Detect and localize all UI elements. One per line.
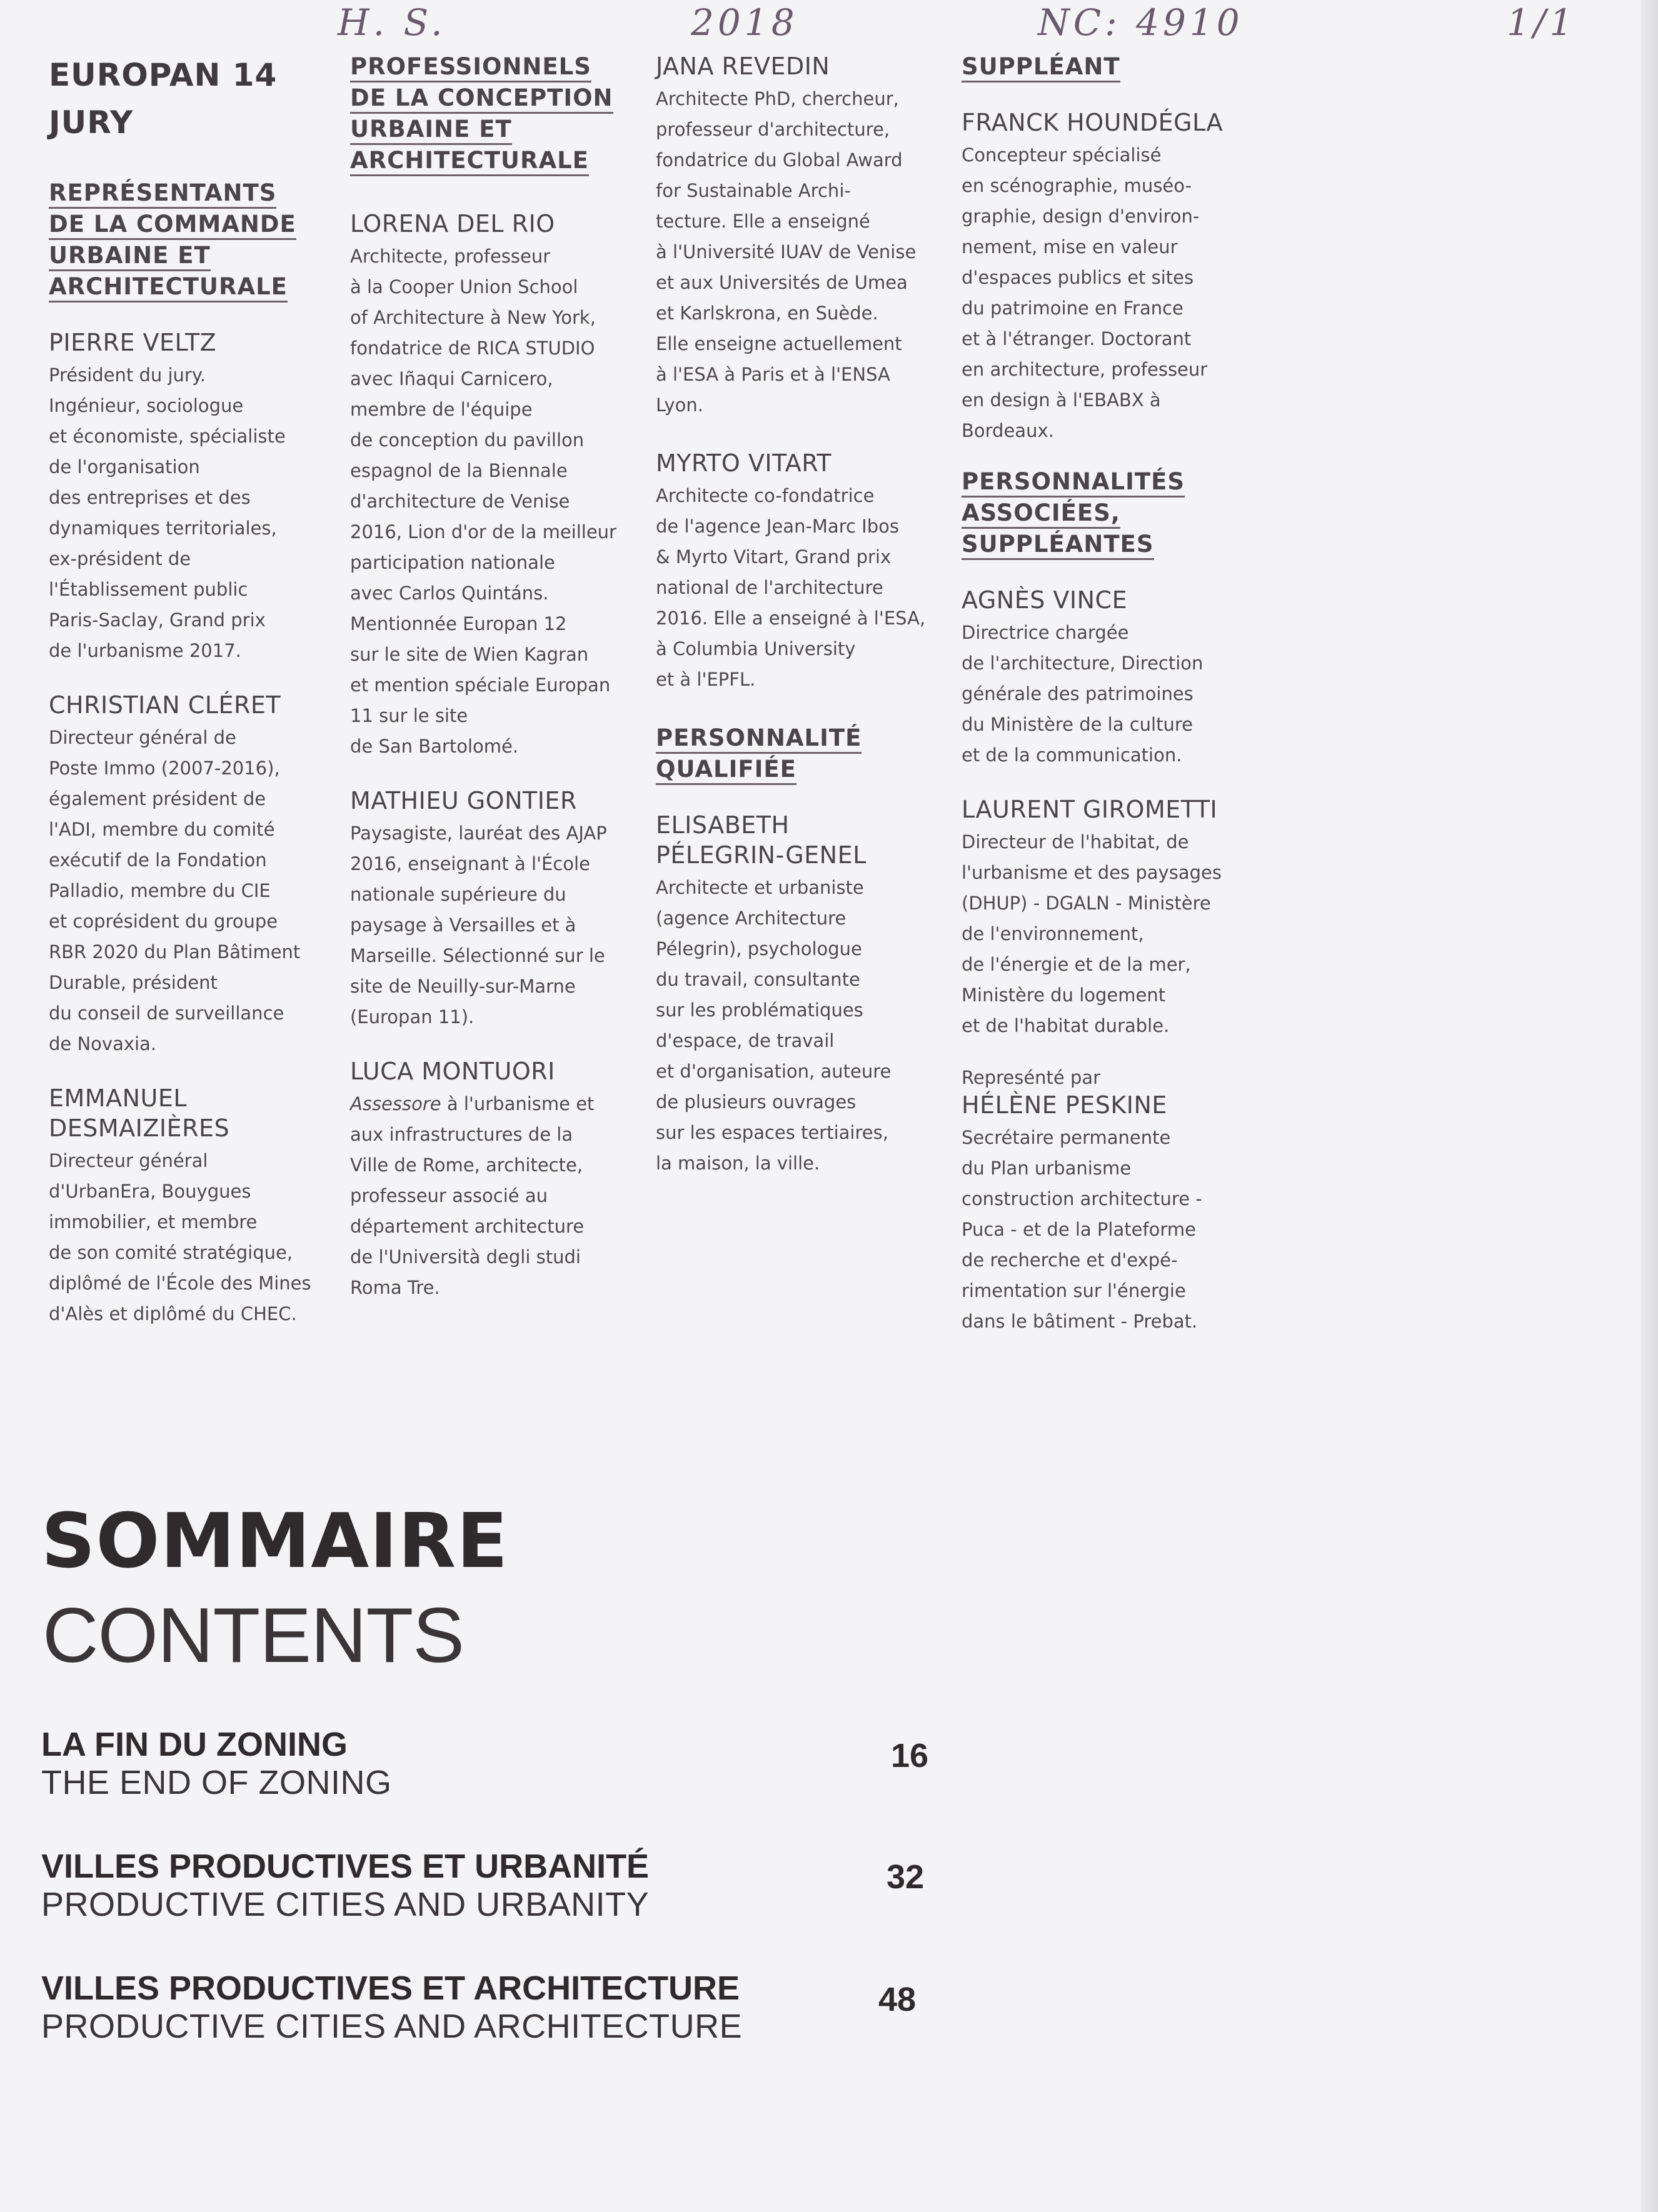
toc-item[interactable] xyxy=(41,1725,392,1801)
heading-line: ARCHITECTURALE xyxy=(350,147,589,176)
heading-line: URBAINE ET xyxy=(49,242,211,271)
heading-line: PROFESSIONNELS xyxy=(350,53,591,83)
jury-column-4 xyxy=(962,51,1255,1361)
member-name: EMMANUEL DESMAIZIÈRES xyxy=(49,1084,230,1142)
heading-line: URBAINE ET xyxy=(350,116,512,145)
heading-line: REPRÉSENTANTS xyxy=(49,179,276,209)
jury-column-2 xyxy=(350,51,644,1327)
heading-line: ARCHITECTURALE xyxy=(49,273,288,303)
section-heading-associees xyxy=(962,466,1255,560)
member-name: CHRISTIAN CLÉRET xyxy=(49,691,281,719)
section-heading-suppleant xyxy=(962,51,1255,83)
jury-member xyxy=(656,448,950,695)
member-bio: Directeur général d'UrbanEra, Bouygues immobilier, et membre de son comité stratégique, diplômé de l'École des Mines d'Alès et diplômé du CHEC. xyxy=(49,1150,311,1324)
jury-member xyxy=(350,786,644,1033)
member-name: JANA REVEDIN xyxy=(656,53,830,80)
heading-line: SUPPLÉANTES xyxy=(962,531,1154,560)
member-bio: Concepteur spécialisé en scénographie, muséo- graphie, design d'environ- nement, mise en valeur d'espaces publics et sites du patrimoine en France et à l'étranger. Doctorant en architecture, professeur en design à l'EBABX à Bordeaux. xyxy=(962,144,1208,441)
jury-member xyxy=(350,1056,644,1303)
section-heading-representants xyxy=(49,178,343,303)
jury-member xyxy=(49,328,343,666)
heading-line: DE LA CONCEPTION xyxy=(350,84,613,114)
member-bio: Directeur général de Poste Immo (2007-2016), également président de l'ADI, membre du comité exécutif de la Fondation Palladio, membre du CIE et coprésident du groupe RBR 2020 du Plan Bâtiment Durable, président du conseil de surveillance de Novaxia. xyxy=(49,727,301,1054)
member-name: ELISABETH PÉLEGRIN-GENEL xyxy=(656,811,867,869)
member-bio-emphasis: Assessore xyxy=(350,1093,441,1114)
section-heading-qualifiee xyxy=(656,723,950,785)
jury-title-line2: JURY xyxy=(49,104,134,141)
member-name: FRANCK HOUNDÉGLA xyxy=(962,109,1223,136)
heading-line: QUALIFIÉE xyxy=(656,756,796,785)
represented-by-label: Represénté par xyxy=(962,1067,1101,1088)
member-bio: Architecte co-fondatrice de l'agence Jean-Marc Ibos & Myrto Vitart, Grand prix national de l'architecture 2016. Elle a enseigné à l'ESA, à Columbia University et à l'EPFL. xyxy=(656,485,926,690)
jury-column-1 xyxy=(49,51,343,1353)
jury-member xyxy=(962,1065,1255,1337)
jury-member xyxy=(49,1083,343,1329)
jury-member xyxy=(49,690,343,1059)
toc-title-en: PRODUCTIVE CITIES AND URBANITY xyxy=(41,1886,650,1923)
heading-line: PERSONNALITÉS xyxy=(962,468,1185,498)
toc-title-en: PRODUCTIVE CITIES AND ARCHITECTURE xyxy=(41,2008,743,2045)
member-name: LUCA MONTUORI xyxy=(350,1058,555,1085)
heading-line: SUPPLÉANT xyxy=(962,53,1120,83)
member-name: AGNÈS VINCE xyxy=(962,586,1128,614)
toc-page-number: 16 xyxy=(891,1737,929,1774)
member-bio: Architecte PhD, chercheur, professeur d'architecture, fondatrice du Global Award for Sustainable Archi- tecture. Elle a enseigné à l'Université IUAV de Venise et aux Universités de Umea et Karlskrona, en Suède. Elle enseigne actuellement à l'ESA à Paris et à l'ENSA Lyon. xyxy=(656,88,917,416)
member-bio: Paysagiste, lauréat des AJAP 2016, enseignant à l'École nationale supérieure du paysage à Versailles et à Marseille. Sélectionné sur le site de Neuilly-sur-Marne (Europan 11). xyxy=(350,823,607,1028)
heading-line: PERSONNALITÉ xyxy=(656,724,862,754)
toc-title-fr: VILLES PRODUCTIVES ET URBANITÉ xyxy=(41,1848,650,1885)
jury-member xyxy=(962,794,1255,1041)
handwritten-ref: NC: 4910 xyxy=(1038,1,1244,44)
member-name: LAURENT GIROMETTI xyxy=(962,796,1218,823)
jury-member xyxy=(350,209,644,762)
member-bio-text: à l'urbanisme et aux infrastructures de la Ville de Rome, architecte, professeur associé au département architecture de l'Università degli studi Roma Tre. xyxy=(350,1093,595,1298)
jury-column-3 xyxy=(656,51,950,1203)
toc-title-fr: VILLES PRODUCTIVES ET ARCHITECTURE xyxy=(41,1969,740,2007)
jury-title xyxy=(49,51,343,146)
member-bio: Président du jury. Ingénieur, sociologue et économiste, spécialiste de l'organisation des entreprises et des dynamiques territoriales, ex-président de l'Établissement public Paris-Saclay, Grand prix de l'urbanisme 2017. xyxy=(49,364,286,661)
jury-member xyxy=(962,585,1255,771)
heading-line: DE LA COMMANDE xyxy=(49,211,296,240)
toc-title-fr: LA FIN DU ZONING xyxy=(41,1726,348,1763)
toc-title-en: THE END OF ZONING xyxy=(41,1764,392,1801)
jury-member xyxy=(656,810,950,1179)
member-name: MATHIEU GONTIER xyxy=(350,787,577,814)
handwritten-hs: H. S. xyxy=(338,1,446,44)
member-bio: Secrétaire permanente du Plan urbanisme construction architecture - Puca - et de la Plateforme de recherche et d'expé- rimentation sur l'énergie dans le bâtiment - Prebat. xyxy=(962,1127,1202,1332)
handwritten-year: 2018 xyxy=(691,1,798,44)
member-name: LORENA DEL RIO xyxy=(350,210,555,238)
contents-title: CONTENTS xyxy=(43,1593,464,1679)
member-bio: Directrice chargée de l'architecture, Direction générale des patrimoines du Ministère de la culture et de la communication. xyxy=(962,622,1203,766)
member-bio: Architecte et urbaniste (agence Architecture Pélegrin), psychologue du travail, consultante sur les problématiques d'espace, de travail et d'organisation, auteure de plusieurs ouvrages sur les espaces tertiaires, la maison, la ville. xyxy=(656,877,892,1174)
member-bio: Directeur de l'habitat, de l'urbanisme et des paysages (DHUP) - DGALN - Ministère de l'environnement, de l'énergie et de la mer, Ministère du logement et de l'habitat durable. xyxy=(962,831,1222,1036)
sommaire-title: SOMMAIRE xyxy=(41,1498,509,1585)
member-name: HÉLÈNE PESKINE xyxy=(962,1091,1167,1119)
jury-member xyxy=(962,108,1255,446)
section-heading-professionnels xyxy=(350,51,644,176)
member-bio: Architecte, professeur à la Cooper Union School of Architecture à New York, fondatrice de RICA STUDIO avec Iñaqui Carnicero, membre de l'équipe de conception du pavillon espagnol de la Biennale d'architecture de Venise 2016, Lion d'or de la meilleur participation nationale avec Carlos Quintáns. Mentionnée Europan 12 sur le site de Wien Kagran et mention spéciale Europan 11 sur le site de San Bartolomé. xyxy=(350,246,616,757)
jury-member xyxy=(656,51,950,421)
page-edge-shadow xyxy=(1640,0,1658,2212)
toc-item[interactable] xyxy=(41,1969,742,2045)
member-name: MYRTO VITART xyxy=(656,449,832,477)
member-name: PIERRE VELTZ xyxy=(49,329,217,356)
toc-item[interactable] xyxy=(41,1847,649,1923)
member-bio xyxy=(350,1089,644,1303)
toc-page-number: 48 xyxy=(878,1981,917,2018)
toc-page-number: 32 xyxy=(887,1858,925,1896)
jury-title-line1: EUROPAN 14 xyxy=(49,57,278,93)
handwritten-page: 1/1 xyxy=(1507,1,1577,44)
heading-line: ASSOCIÉES, xyxy=(962,499,1120,529)
